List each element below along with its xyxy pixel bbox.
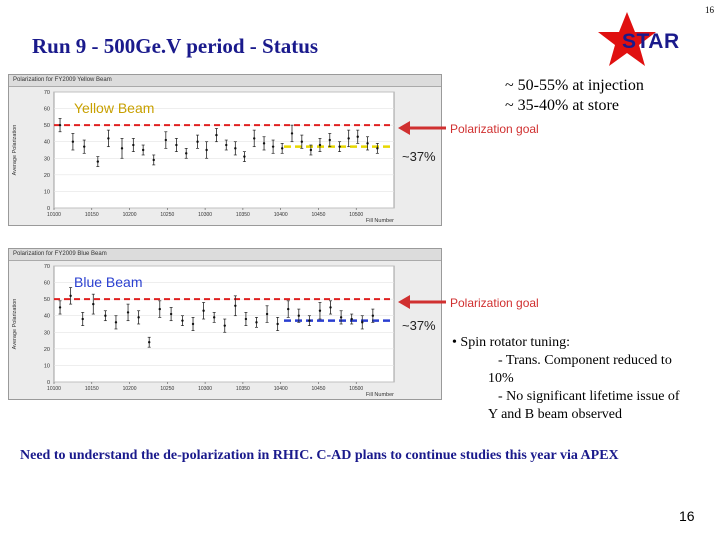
y-tick-label: 60 [43, 280, 50, 287]
injection-store-summary [505, 76, 644, 116]
y-tick-label: 70 [43, 264, 50, 270]
blue-beam-label: Blue Beam [74, 274, 143, 290]
y-tick-label: 30 [43, 156, 50, 163]
data-point [338, 145, 340, 147]
data-point [266, 313, 268, 315]
x-tick-label: 10150 [84, 386, 99, 392]
injection-line: ~ 50-55% at injection [505, 77, 644, 94]
data-point [350, 318, 352, 320]
y-tick-label: 30 [43, 330, 50, 337]
x-tick-label: 10450 [311, 386, 326, 392]
data-point [291, 132, 293, 134]
x-tick-label: 10300 [198, 212, 213, 218]
y-tick-label: 40 [43, 313, 50, 320]
data-point [319, 144, 321, 146]
data-point [357, 136, 359, 138]
data-point [245, 318, 247, 320]
data-point [59, 124, 61, 126]
x-tick-label: 10200 [122, 386, 137, 392]
data-point [72, 141, 74, 143]
bullet-sub1-a: - Trans. Component reduced to [498, 353, 672, 368]
y-tick-label: 10 [43, 363, 50, 370]
data-point [372, 315, 374, 317]
data-point [301, 141, 303, 143]
x-tick-label: 10350 [235, 386, 250, 392]
data-point [329, 139, 331, 141]
data-point [104, 315, 106, 317]
data-point [159, 308, 161, 310]
data-point [255, 321, 257, 323]
data-point [234, 305, 236, 307]
data-point [298, 315, 300, 317]
data-point [142, 149, 144, 151]
data-point [215, 134, 217, 136]
data-point [192, 323, 194, 325]
data-point [276, 323, 278, 325]
data-point [340, 316, 342, 318]
yellow-polarization-chart [8, 86, 440, 224]
data-point [170, 313, 172, 315]
slide-title: Run 9 - 500Ge.V period - Status [32, 34, 319, 58]
data-point [376, 147, 378, 149]
yellow-level-label: ~37% [402, 149, 436, 164]
data-point [243, 155, 245, 157]
x-tick-label: 10100 [47, 386, 61, 392]
data-point [253, 137, 255, 139]
data-point [115, 321, 117, 323]
data-point [92, 303, 94, 305]
data-point [287, 308, 289, 310]
x-tick-label: 10500 [349, 386, 364, 392]
x-tick-label: 10400 [273, 386, 288, 392]
y-tick-label: 50 [43, 123, 50, 130]
data-point [272, 145, 274, 147]
data-point [202, 310, 204, 312]
x-axis-label: Fill Number [365, 392, 394, 398]
data-point [234, 147, 236, 149]
data-point [121, 147, 123, 149]
data-point [281, 147, 283, 149]
data-point [319, 310, 321, 312]
bullet-sub2-b: Y and B beam observed [488, 407, 622, 422]
data-point [82, 318, 84, 320]
slide-number-bottom: 16 [679, 508, 695, 524]
x-tick-label: 10350 [235, 212, 250, 218]
y-tick-label: 0 [46, 380, 50, 386]
data-point [185, 152, 187, 154]
data-point [224, 324, 226, 326]
x-tick-label: 10250 [160, 386, 175, 392]
y-tick-label: 70 [43, 90, 50, 96]
y-tick-label: 40 [43, 139, 50, 146]
slide-number-top: 16 [705, 5, 714, 15]
x-tick-label: 10150 [84, 212, 99, 218]
yellow-goal-label: Polarization goal [450, 122, 539, 136]
blue-panel-title: Polarization for FY2009 Blue Beam [9, 249, 441, 261]
bullet-sub1-b: 10% [488, 371, 514, 386]
y-tick-label: 20 [43, 346, 50, 353]
data-point [153, 159, 155, 161]
y-tick-label: 50 [43, 297, 50, 304]
x-tick-label: 10500 [349, 212, 364, 218]
x-tick-label: 10300 [198, 386, 213, 392]
data-point [148, 341, 150, 343]
store-line: ~ 35-40% at store [505, 97, 619, 114]
data-point [310, 149, 312, 151]
data-point [263, 142, 265, 144]
blue-goal-label: Polarization goal [450, 296, 539, 310]
x-tick-label: 10100 [47, 212, 61, 218]
data-point [69, 295, 71, 297]
data-point [132, 144, 134, 146]
y-tick-label: 10 [43, 189, 50, 196]
y-axis-label: Average Polarization [12, 124, 18, 176]
data-point [137, 316, 139, 318]
blue-goal-arrow-icon [396, 292, 448, 312]
y-tick-label: 20 [43, 172, 50, 179]
data-point [175, 144, 177, 146]
yellow-goal-arrow-icon [396, 118, 448, 138]
bullet-sub2-a: - No significant lifetime issue of [498, 389, 680, 404]
data-point [361, 321, 363, 323]
data-point [97, 160, 99, 162]
x-tick-label: 10200 [122, 212, 137, 218]
data-point [181, 319, 183, 321]
data-point [347, 137, 349, 139]
blue-polarization-chart [8, 260, 440, 398]
data-point [127, 311, 129, 313]
data-point [59, 306, 61, 308]
footer-note: Need to understand the de-polarization in RHIC. C-AD plans to continue studies this year via APEX [20, 448, 619, 463]
data-point [107, 137, 109, 139]
data-point [366, 142, 368, 144]
data-point [205, 149, 207, 151]
data-point [308, 319, 310, 321]
star-logo-text: STAR [622, 30, 680, 53]
data-point [196, 141, 198, 143]
data-point [83, 145, 85, 147]
data-point [329, 306, 331, 308]
spin-rotator-notes [452, 334, 714, 424]
x-tick-label: 10450 [311, 212, 326, 218]
x-axis-label: Fill Number [365, 218, 394, 224]
yellow-beam-label: Yellow Beam [74, 100, 155, 116]
x-tick-label: 10250 [160, 212, 175, 218]
y-tick-label: 0 [46, 206, 50, 212]
y-tick-label: 60 [43, 106, 50, 113]
data-point [165, 139, 167, 141]
data-point [213, 316, 215, 318]
x-tick-label: 10400 [273, 212, 288, 218]
bullet-heading: • Spin rotator tuning: [452, 335, 571, 350]
y-axis-label: Average Polarization [12, 298, 18, 350]
blue-level-label: ~37% [402, 318, 436, 333]
yellow-panel-title: Polarization for FY2009 Yellow Beam [9, 75, 441, 87]
data-point [225, 144, 227, 146]
